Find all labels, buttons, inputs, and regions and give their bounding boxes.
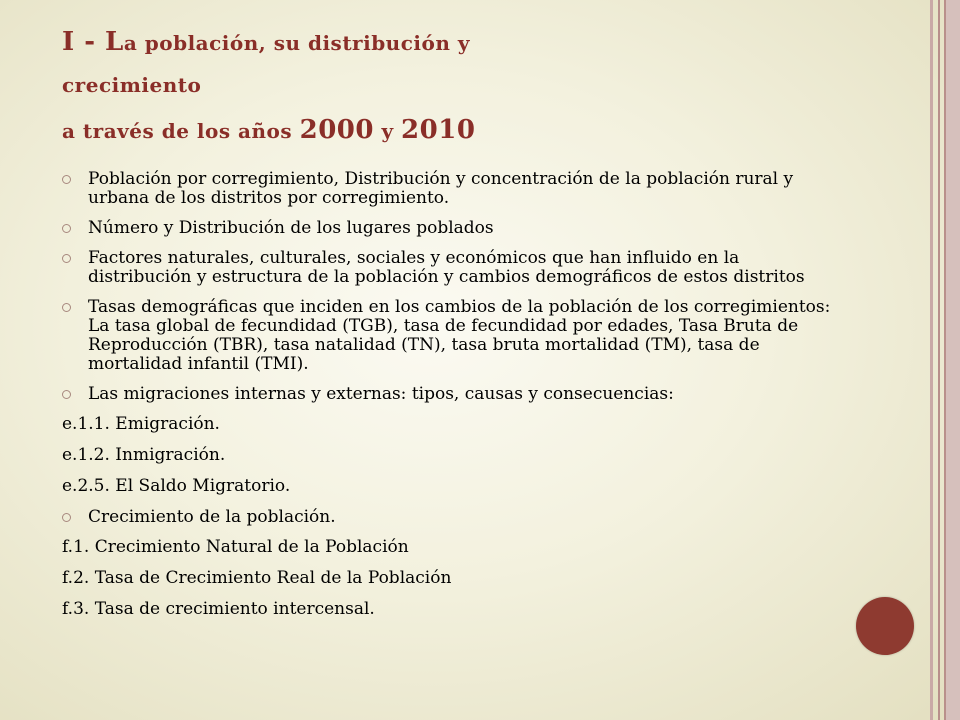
slide-title bbox=[62, 18, 882, 152]
slide-body bbox=[62, 170, 842, 631]
bullet-text: Tasas demográficas que inciden en los cambios de la población de los corregimientos: La tasa global de fecundidad (TGB), tasa de fecundidad por edades, Tasa Bruta de Reproducción (TBR), tasa natalidad (TN), tasa bruta mortalidad (TM), tasa de mortalidad infantil (TMI). bbox=[88, 297, 831, 374]
sub-item-text: e.1.2. Inmigración. bbox=[62, 445, 226, 465]
bullet-item bbox=[62, 170, 842, 208]
title-line-2: crecimiento bbox=[62, 73, 202, 97]
title-year-2010: 2010 bbox=[401, 115, 476, 145]
bullet-item bbox=[62, 298, 842, 374]
bullet-item bbox=[62, 219, 842, 238]
sub-item bbox=[62, 415, 842, 434]
sub-item-text: f.1. Crecimiento Natural de la Población bbox=[62, 537, 409, 557]
sub-item bbox=[62, 446, 842, 465]
sub-item-text: e.2.5. El Saldo Migratorio. bbox=[62, 476, 291, 496]
title-line-3-part-c: y bbox=[374, 119, 402, 143]
stripe-thin-middle bbox=[938, 0, 940, 720]
bullet-circle-icon bbox=[62, 513, 71, 522]
sub-item bbox=[62, 477, 842, 496]
bullet-text: Población por corregimiento, Distribución y concentración de la población rural y urbana de los distritos por corregimiento. bbox=[88, 169, 794, 208]
title-year-2000: 2000 bbox=[299, 115, 374, 145]
stripe-thin-left bbox=[930, 0, 933, 720]
bullet-item bbox=[62, 249, 842, 287]
bullet-text: Factores naturales, culturales, sociales y económicos que han influido en la distribución y estructura de la población y cambios demográficos de estos distritos bbox=[88, 248, 805, 287]
bullet-circle-icon bbox=[62, 175, 71, 184]
bullet-circle-icon bbox=[62, 254, 71, 263]
bullet-text: Las migraciones internas y externas: tipos, causas y consecuencias: bbox=[88, 384, 674, 404]
bullet-circle-icon bbox=[62, 224, 71, 233]
sub-item-text: e.1.1. Emigración. bbox=[62, 414, 220, 434]
title-line-1-rest: a población, su distribución y bbox=[123, 31, 470, 55]
right-decorative-stripes bbox=[924, 0, 960, 720]
title-line-3 bbox=[62, 106, 882, 152]
bullet-circle-icon bbox=[62, 303, 71, 312]
bullet-item bbox=[62, 385, 842, 404]
sub-item bbox=[62, 569, 842, 588]
bullet-item bbox=[62, 508, 842, 527]
title-initial: I - L bbox=[62, 27, 124, 57]
stripe-wide-right bbox=[944, 0, 960, 720]
decorative-circle bbox=[856, 597, 914, 655]
bullet-circle-icon bbox=[62, 390, 71, 399]
title-line-3-part-a: a través de los años bbox=[62, 119, 300, 143]
sub-item bbox=[62, 600, 842, 619]
sub-item bbox=[62, 538, 842, 557]
bullet-text: Crecimiento de la población. bbox=[88, 507, 336, 527]
bullet-text: Número y Distribución de los lugares poblados bbox=[88, 218, 494, 238]
sub-item-text: f.2. Tasa de Crecimiento Real de la Población bbox=[62, 568, 452, 588]
sub-item-text: f.3. Tasa de crecimiento intercensal. bbox=[62, 599, 375, 619]
title-line-1 bbox=[62, 18, 882, 64]
